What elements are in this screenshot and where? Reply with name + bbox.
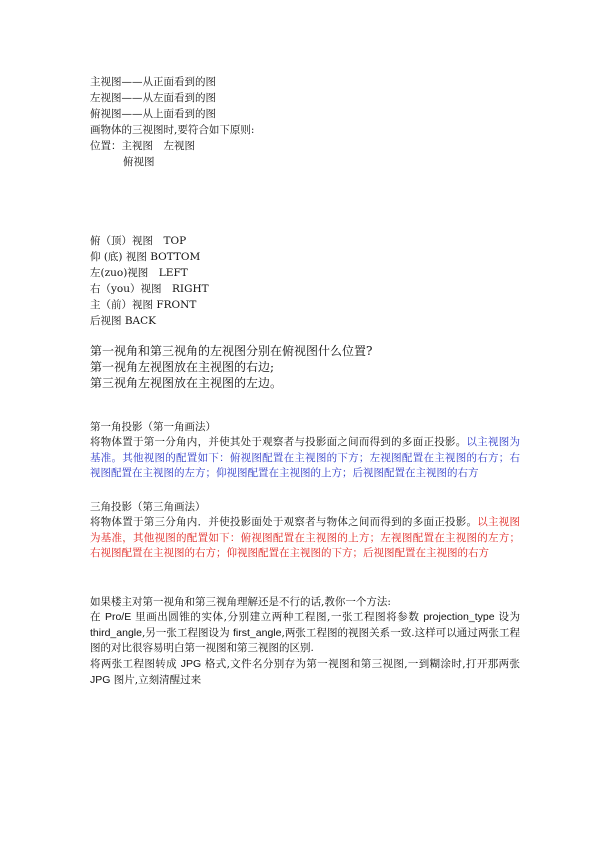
tip-text: ,另一张工程图设为	[141, 626, 234, 639]
tip-text: 格式,文件名分别存为第一视图和第三视图,一到糊涂时,打开那两张	[201, 658, 520, 670]
first-angle-title: 第一角投影（第一角画法）	[90, 421, 216, 433]
view-name-back: 后视图 BACK	[90, 315, 157, 327]
definition-main-view: 主视图——从正面看到的图	[90, 76, 216, 88]
question: 第一视角和第三视角的左视图分别在俯视图什么位置?	[90, 344, 373, 358]
view-name-top: 俯（顶）视图 TOP	[90, 235, 187, 247]
tip-parameter-name: projection_type	[423, 611, 495, 623]
definition-principle: 画物体的三视图时,要符合如下原则:	[90, 124, 255, 136]
view-name-right: 右（you）视图 RIGHT	[90, 283, 209, 295]
tip-text: 将两张工程图转成	[90, 658, 181, 670]
tip-text: 在	[90, 611, 105, 623]
tip-third-angle-value: third_angle	[90, 626, 142, 639]
third-angle-title: 三角投影（第三角画法）	[90, 501, 206, 513]
third-angle-paragraph	[90, 515, 520, 562]
tip-format-name: JPG	[90, 673, 111, 686]
tip-intro: 如果楼主对第一视角和第三视角理解还是不行的话,教你一个方法:	[90, 596, 391, 608]
first-angle-paragraph	[90, 435, 520, 482]
tip-paragraph-1	[90, 610, 520, 657]
third-angle-layout-text: 以主视图为基准，其他视图的配置如下：俯视图配置在主视图的上方；左视图配置在主视图的左方；右视图配置在主视图的右方；仰视图配置在主视图的下方；后视图配置在主视图的右方	[90, 516, 521, 559]
answer-third-angle: 第三视角左视图放在主视图的左边。	[90, 376, 283, 390]
tip-software-name: Pro/E	[104, 611, 132, 623]
view-name-left: 左(zuo)视图 LEFT	[90, 267, 188, 279]
definition-left-view: 左视图——从左面看到的图	[90, 92, 216, 104]
tip-text: 里画出圆锥的实体,分别建立两种工程图,一张工程图将参数	[131, 611, 424, 623]
tip-format-name: JPG	[180, 658, 202, 670]
tip-first-angle-value: first_angle	[233, 626, 282, 639]
third-angle-body-text: 将物体置于第三分角内．并使投影面处于观察者与物体之间而得到的多面正投影。	[90, 516, 478, 528]
position-line: 位置：主视图 左视图	[90, 140, 195, 152]
view-name-bottom: 仰 (底) 视图 BOTTOM	[90, 251, 201, 263]
answer-first-angle: 第一视角左视图放在主视图的右边;	[90, 360, 275, 374]
first-angle-layout-text: 以主视图为基准。其他视图的配置如下：俯视图配置在主视图的下方；左视图配置在主视图的右方；右视图配置在主视图的左方；仰视图配置在主视图的上方；后视图配置在主视图的右方	[90, 436, 521, 479]
first-angle-body-text: 将物体置于第一分角内，并使其处于观察者与投影面之间而得到的多面正投影。	[90, 436, 467, 448]
definition-top-view: 俯视图——从上面看到的图	[90, 108, 216, 120]
view-name-front: 主（前）视图 FRONT	[90, 299, 197, 311]
tip-text: 图片,立刻清醒过来	[110, 673, 202, 686]
tip-text: 设为	[494, 611, 521, 623]
tip-text: ,两张工程图的视图关系一致.这样可以通过两张工程图的对比很容易明白第一视图和第三视图的区别.	[90, 626, 520, 654]
tip-paragraph-2	[90, 657, 520, 688]
position-line-top-view: 俯视图	[123, 156, 155, 168]
